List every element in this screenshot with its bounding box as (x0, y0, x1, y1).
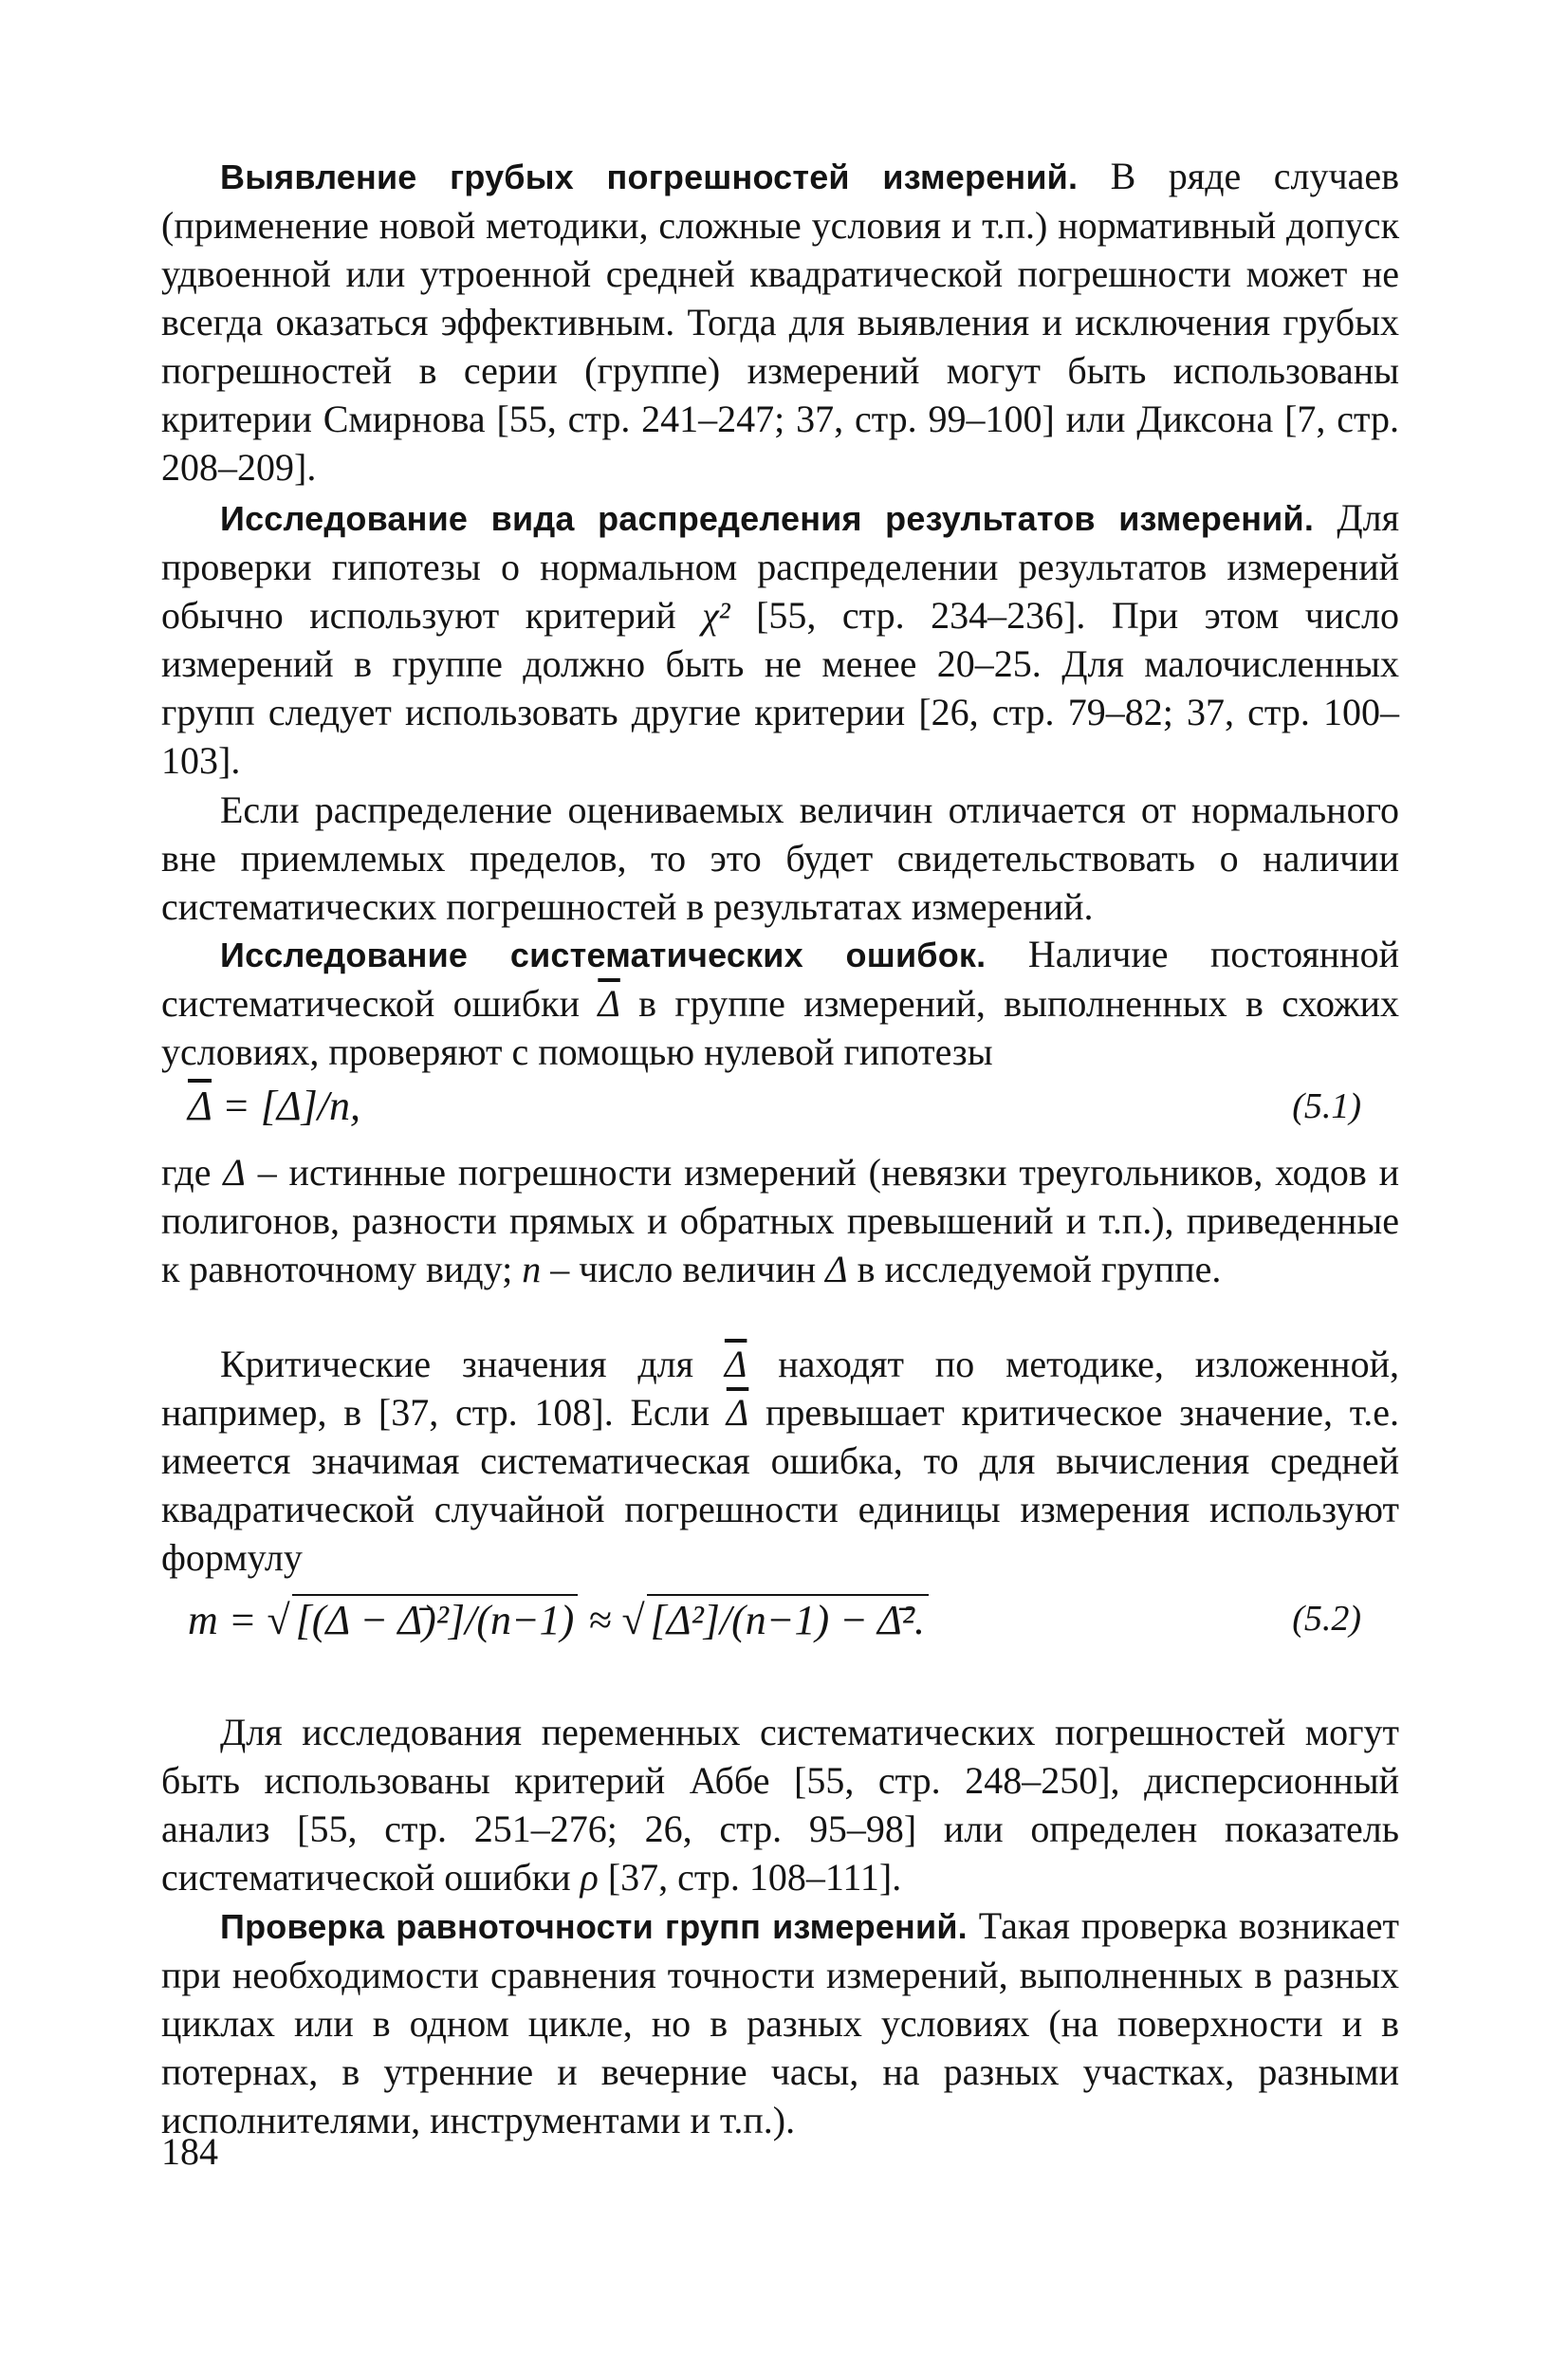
square-root-term: [(Δ − Δ̄)²]/(n−1) (292, 1594, 579, 1644)
square-root-term: [Δ²]/(n−1) − Δ̄². (647, 1594, 929, 1644)
paragraph-text: [55, стр. 234–236]. При этом число измерений в группе должно быть не менее 20–25. Для малочисленных групп следует использовать другие критерии [26, стр. 79–82; 37, стр. 100–103]. (161, 594, 1399, 782)
formula-expression (188, 1082, 360, 1130)
paragraph-text: – истинные погрешности измерений (невязки треугольников, ходов и полигонов, разности прямых и обратных превышений и т.п.), приведенные к равноточному виду; (161, 1151, 1399, 1290)
formula-5-1 (161, 1082, 1399, 1158)
paragraph-text: Для проверки гипотезы о нормальном распределении результатов измерений обычно используют критерий (161, 496, 1399, 637)
mean-delta-symbol: $\overline{\Delta}$ (724, 1343, 747, 1385)
mean-delta-symbol: $\overline{\Delta}$ (188, 1083, 212, 1129)
paragraph-variable-errors (161, 1708, 1399, 1901)
paragraph-text: Такая проверка возникает при необходимости сравнения точности измерений, выполненных в разных циклах или в одном цикле, но в разных условиях (на поверхности и в потернах, в утренние и вечерние часы, на разных участках, разными исполнителями, инструментами и т.п.). (161, 1904, 1399, 2141)
paragraph-text: Для исследования переменных систематических погрешностей могут быть использованы критерий Аббе [55, стр. 248–250], дисперсионный анализ [55, стр. 251–276; 26, стр. 95–98] или определен показатель систематической ошибки (161, 1711, 1399, 1899)
approx-sign: ≈ (578, 1597, 622, 1643)
paragraph-text: в группе измерений, выполненных в схожих условиях, проверяют с помощью нулевой гипотезы (161, 982, 1399, 1073)
section-heading-equal-precision: Проверка равноточности групп измерений. (220, 1907, 968, 1946)
paragraph-text: превышает критическое значение, т.е. имеется значимая систематическая ошибка, то для вычисления средней квадратической случайной погрешности единицы измерения используют формулу (161, 1391, 1399, 1579)
paragraph-text: Критические значения для (220, 1343, 725, 1385)
paragraph-text: Наличие постоянной систематической ошибки (161, 933, 1399, 1025)
paragraph-gross-errors (161, 152, 1399, 491)
paragraph-text: – число величин (541, 1248, 826, 1290)
formula-expression: m = √ [(Δ − Δ̄)²]/(n−1) ≈ √ [Δ²]/(n−1) − Δ̄². (188, 1594, 929, 1644)
formula-lhs: m = (188, 1597, 257, 1643)
mean-delta-symbol: $\overline{\Delta}$ (598, 982, 620, 1025)
paragraph-distribution (161, 493, 1399, 785)
paragraph-text: Если распределение оцениваемых величин отличается от нормального вне приемлемых пределов, то это будет свидетельствовать о наличии систематических погрешностей в результатах измерений. (161, 788, 1399, 928)
n-symbol: n (522, 1248, 542, 1290)
delta-symbol: Δ (223, 1151, 246, 1194)
delta-symbol: Δ (825, 1248, 848, 1290)
paragraph-text: находят по методике, изложенной, например, в [37, стр. 108]. Если (161, 1343, 1399, 1434)
paragraph-equal-precision (161, 1901, 1399, 2144)
formula-5-2 (161, 1594, 1399, 1670)
section-heading-distribution: Исследование вида распределения результатов измерений. (220, 499, 1315, 538)
mean-delta-symbol: $\overline{\Delta}$ (726, 1391, 749, 1434)
paragraph-systematic-errors (161, 930, 1399, 1076)
paragraph-text: [37, стр. 108–111]. (598, 1856, 902, 1899)
formula-rhs: = [Δ]/n, (212, 1083, 361, 1129)
paragraph-text: в исследуемой группе. (847, 1248, 1222, 1290)
equation-number: (5.2) (1292, 1599, 1361, 1639)
paragraph-where (161, 1148, 1399, 1293)
paragraph-nonnormal (161, 786, 1399, 931)
page-number: 184 (161, 2130, 218, 2173)
equation-number: (5.1) (1292, 1086, 1361, 1126)
section-heading-gross-errors: Выявление грубых погрешностей измерений. (220, 158, 1079, 196)
paragraph-critical-values (161, 1340, 1399, 1582)
chi-square-symbol: χ² (702, 594, 730, 637)
paragraph-text: В ряде случаев (применение новой методики, сложные условия и т.п.) нормативный допуск удвоенной или утроенной средней квадратической погрешности может не всегда оказаться эффективным. Тогда для выявления и исключения грубых погрешностей в серии (группе) измерений могут быть использованы критерии Смирнова [55, стр. 241–247; 37, стр. 99–100] или Диксона [7, стр. 208–209]. (161, 155, 1399, 489)
paragraph-text: где (161, 1151, 224, 1194)
rho-symbol: ρ (580, 1856, 599, 1899)
section-heading-systematic-errors: Исследование систематических ошибок. (220, 936, 987, 974)
